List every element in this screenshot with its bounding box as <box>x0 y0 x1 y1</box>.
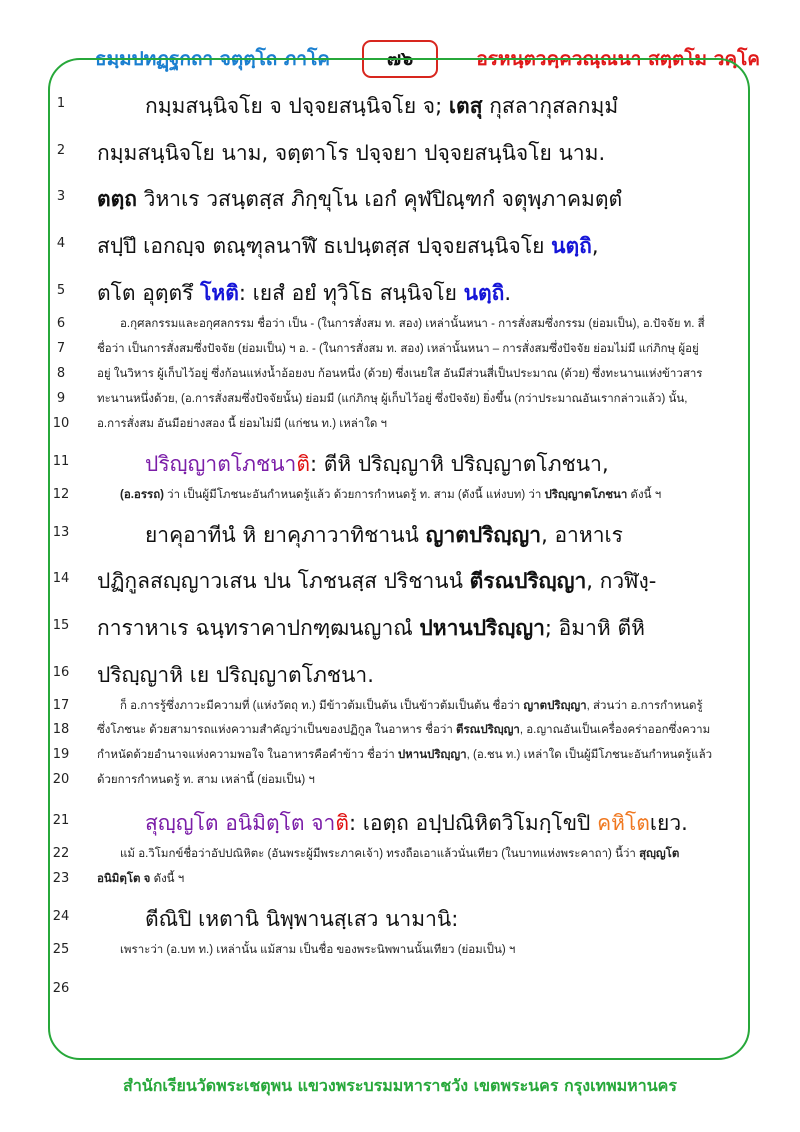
thai-translation-line: เพราะว่า (อ.บท ท.) เหล่านั้น แม้สาม เป็นชื่อ ของพระนิพพานนั้นเทียว (ย่อมเป็น) ฯ <box>120 944 516 956</box>
pali-line <box>145 519 730 552</box>
thai-keyword: สุญฺญโต <box>639 848 680 860</box>
footer-institution: สำนักเรียนวัดพระเชตุพน แขวงพระบรมมหาราชวัง เขตพระนคร กรุงเทพมหานคร <box>123 1076 677 1095</box>
thai-keyword: (อ.อรรถ) <box>120 489 164 501</box>
thai-text: ซึ่งโภชนะ ด้วยสามารถแห่งความสำคัญว่าเป็นของปฏิกูล ในอาหาร ชื่อว่า <box>97 724 456 736</box>
line-number: 12 <box>52 487 70 502</box>
thai-text: ดังนี้ ฯ <box>150 873 185 885</box>
thai-keyword: ปหานปริญฺญา <box>397 749 467 761</box>
pali-keyword-blue: นตฺถิ <box>463 281 505 305</box>
thai-text: , (อ.ชน ท.) เหล่าใด เป็นผู้มีโภชนะอันกำหนดรู้แล้ว <box>466 749 713 761</box>
line-number: 5 <box>56 283 66 298</box>
pali-line <box>145 807 730 840</box>
thai-text: , ส่วนว่า อ.การกำหนดรู้ <box>586 700 703 712</box>
pali-keyword-blue: นตฺถิ <box>551 234 592 258</box>
thai-translation-line <box>97 746 732 764</box>
line-number: 11 <box>52 454 70 469</box>
pali-text: ปฏิกูลสญฺญาวเสน ปน โภชนสฺส ปริชานนํ <box>97 569 470 593</box>
pali-text: การาหาเร ฉนฺทราคาปกฑฺฒนญาณํ <box>97 616 420 640</box>
pali-line <box>97 183 730 216</box>
line-number: 15 <box>52 618 70 633</box>
pali-keyword-orange: คหิโต <box>597 811 650 835</box>
line-number: 17 <box>52 698 70 713</box>
pali-keyword: ญาตปริญฺญา <box>425 523 542 547</box>
header-chapter-title: อรหนฺตวคฺควณฺณนา สตฺตโม วคฺโค <box>476 48 760 70</box>
line-number: 19 <box>52 747 70 762</box>
pali-line <box>97 277 730 310</box>
pali-particle-red: ติ <box>335 811 349 835</box>
thai-text: กำหนัดด้วยอำนาจแห่งความพอใจ ในอาหารคือคำข้าว ชื่อว่า <box>97 749 398 761</box>
pali-text: วิหาเร วสนฺตสฺส ภิกฺขุโน เอกํ คุฬปิณฺฑกํ จตุพฺภาคมตฺตํ <box>137 187 623 211</box>
line-number: 6 <box>56 316 66 331</box>
pali-text: เยว. <box>649 811 688 835</box>
line-number: 4 <box>56 236 66 251</box>
line-number: 14 <box>52 571 70 586</box>
thai-text: ว่า เป็นผู้มีโภชนะอันกำหนดรู้แล้ว ด้วยการกำหนดรู้ ท. สาม (ดังนี้ แห่งบท) ว่า <box>163 489 545 501</box>
pali-keyword-blue: โหติ <box>200 281 239 305</box>
thai-translation-line: อ.กุศลกรรมและอกุศลกรรม ชื่อว่า เป็น - (ในการสั่งสม ท. สอง) เหล่านั้นหนา - การสั่งสมซึ่งกรรม (ย่อมเป็น), อ.ปัจจัย ท. สี่ <box>120 318 705 330</box>
thai-translation-line: ด้วยการกำหนดรู้ ท. สาม เหล่านี้ (ย่อมเป็น) ฯ <box>97 774 315 786</box>
thai-keyword: ญาตปริญฺญา <box>523 700 587 712</box>
pali-keyword-purple: สุญฺญโต อนิมิตฺโต จา <box>145 811 336 835</box>
thai-keyword: ตีรณปริญฺญา <box>456 724 520 736</box>
thai-translation-line: ทะนานหนึ่งด้วย, (อ.การสั่งสมซึ่งปัจจัยนั้น) ย่อมมี (แก่ภิกษุ ผู้เก็บไว้อยู่ ซึ่งปัจจัย) ยิ่งขึ้น (กว่าประมาณอันเรากล่าวแล้ว) นั้น, <box>97 393 688 405</box>
line-number: 9 <box>56 391 66 406</box>
pali-text: ; อิมาหิ ตีหิ <box>544 616 645 640</box>
pali-text: กมฺมสนฺนิจโย จ ปจฺจยสนฺนิจโย จ; <box>145 94 449 118</box>
thai-keyword: ปริญฺญาตโภชนา <box>544 489 628 501</box>
line-number: 26 <box>52 981 70 996</box>
thai-translation-line: ชื่อว่า เป็นการสั่งสมซึ่งปัจจัย (ย่อมเป็น) ฯ อ. - (ในการสั่งสม ท. สอง) เหล่านั้นหนา – การสั่งสมซึ่งปัจจัย ย่อมไม่มี แก่ภิกษุ ผู้อยู่ <box>97 343 699 355</box>
thai-translation-line: อยู่ ในวิหาร ผู้เก็บไว้อยู่ ซึ่งก้อนแห่งน้ำอ้อยงบ ก้อนหนึ่ง (ด้วย) ซึ่งเนยใส อันมีส่วนสี่เป็นประมาณ (ด้วย) ซึ่งทะนานแห่งข้าวสาร <box>97 368 703 380</box>
pali-line <box>97 565 730 598</box>
pali-text: . <box>504 281 512 305</box>
thai-translation-line: อ.การสั่งสม อันมีอย่างสอง นี้ ย่อมไม่มี (แก่ชน ท.) เหล่าใด ฯ <box>97 418 387 430</box>
pali-keyword-purple: ปริญฺญาตโภชนา <box>145 452 297 476</box>
line-number: 7 <box>56 341 66 356</box>
line-number: 16 <box>52 665 70 680</box>
thai-translation-line <box>120 697 732 715</box>
pali-particle-red: ติ <box>296 452 310 476</box>
thai-translation-line <box>120 486 732 504</box>
pali-text: , กวฬิงฺ- <box>586 569 657 593</box>
pali-text: สปฺปึ เอกญฺจ ตณฺฑุลนาฬึ ธเปนฺตสฺส ปจฺจยสนฺนิจโย <box>97 234 552 258</box>
pali-text: ยาคุอาทีนํ หิ ยาคุภาวาทิชานนํ <box>145 523 426 547</box>
thai-translation-line <box>120 845 732 863</box>
line-number: 1 <box>56 96 66 111</box>
thai-text: , อ.ญาณอันเป็นเครื่องคร่าออกซึ่งความ <box>519 724 711 736</box>
pali-keyword: เตสุ <box>448 94 483 118</box>
pali-line <box>145 448 730 481</box>
line-number: 10 <box>52 416 70 431</box>
line-number: 8 <box>56 366 66 381</box>
pali-text: : เยสํ อยํ ทุวิโธ สนฺนิจโย <box>238 281 464 305</box>
thai-translation-line <box>97 870 732 888</box>
pali-text: ตโต อุตฺตรึ <box>97 281 201 305</box>
line-number: 24 <box>52 909 70 924</box>
line-number: 3 <box>56 189 66 204</box>
pali-line: ปริญฺญาหิ เย ปริญฺญาตโภชนา. <box>97 663 374 687</box>
pali-keyword: ตีรณปริญฺญา <box>469 569 587 593</box>
thai-text: แม้ อ.วิโมกข์ชื่อว่าอัปปณิหิตะ (อันพระผู้มีพระภาคเจ้า) ทรงถือเอาแล้วนั่นเทียว (ในบาทแห่งพระคาถา) นี้ว่า <box>120 848 640 860</box>
line-number: 21 <box>52 813 70 828</box>
pali-line <box>145 90 730 123</box>
pali-text: , <box>591 234 599 258</box>
header-book-title: ธมฺมปทฏฺฐกถา จตุตฺโถ ภาโค <box>95 48 331 70</box>
pali-line: ตีณิปิ เหตานิ นิพฺพานสฺเสว นามานิ: <box>145 907 459 931</box>
page-number-box: ๗๖ <box>362 40 438 78</box>
thai-keyword: อนิมิตฺโต จ <box>97 873 151 885</box>
line-number: 22 <box>52 846 70 861</box>
pali-line: กมฺมสนฺนิจโย นาม, จตฺตาโร ปจฺจยา ปจฺจยสนฺนิจโย นาม. <box>97 141 606 165</box>
thai-text: ดังนี้ ฯ <box>627 489 662 501</box>
pali-line <box>97 612 730 645</box>
pali-keyword: ตตฺถ <box>97 187 137 211</box>
line-number: 18 <box>52 722 70 737</box>
pali-keyword: ปหานปริญฺญา <box>419 616 545 640</box>
line-number: 23 <box>52 871 70 886</box>
pali-line <box>97 230 730 263</box>
line-number: 20 <box>52 772 70 787</box>
line-number: 2 <box>56 143 66 158</box>
pali-text: : ตีหิ ปริญฺญาหิ ปริญฺญาตโภชนา, <box>310 452 609 476</box>
pali-text: กุสลากุสลกมฺมํ <box>482 94 619 118</box>
thai-text: ก็ อ.การรู้ซึ่งภาวะมีความที่ (แห่งวัตถุ ท.) มีข้าวต้มเป็นต้น เป็นข้าวต้มเป็นต้น ชื่อว่า <box>120 700 524 712</box>
line-number: 13 <box>52 525 70 540</box>
pali-text: : เอตฺถ อปฺปณิหิตวิโมกฺโขปิ <box>348 811 598 835</box>
thai-translation-line <box>97 721 732 739</box>
pali-text: , อาหาเร <box>541 523 623 547</box>
line-number: 25 <box>52 942 70 957</box>
